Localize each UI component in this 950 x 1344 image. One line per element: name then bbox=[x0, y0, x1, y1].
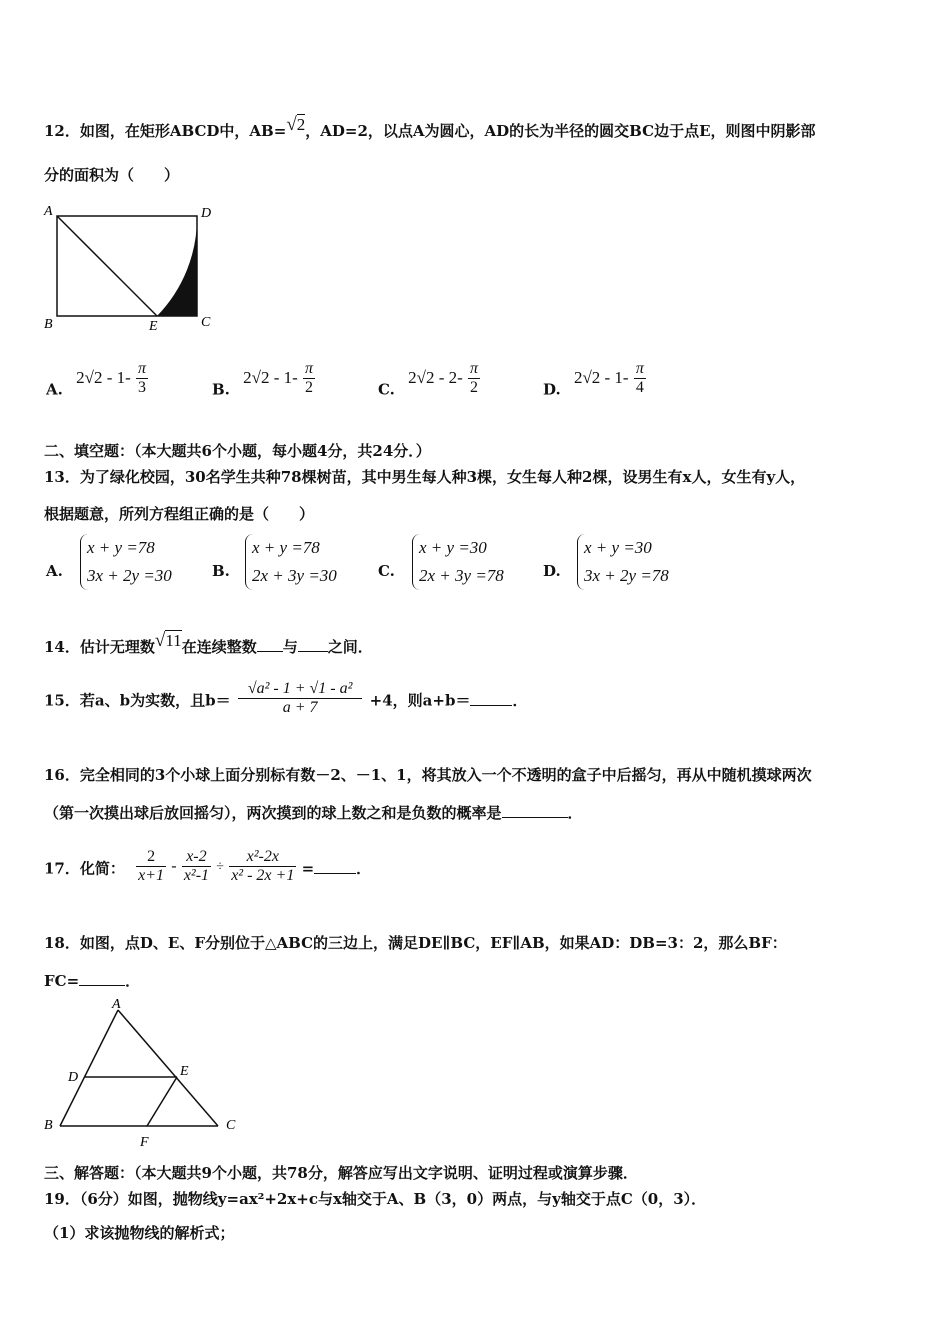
q13-line1: 13．为了绿化校园，30名学生共种78棵树苗，其中男生每人种3棵，女生每人种2棵，设男生有x人，女生有y人， bbox=[44, 468, 806, 486]
side-ab bbox=[60, 1010, 118, 1126]
q19-part1: （1）求该抛物线的解析式； bbox=[44, 1224, 235, 1242]
label-c: C bbox=[226, 1118, 236, 1133]
shaded-region bbox=[157, 216, 197, 316]
q17-line: 17．化简： $\frac{2}{x+1}$ - $\frac{x-2}{\text{x²-1}}$ ÷ $\frac{\text{x²-2x}}{\text{x² - 2x +1}}$ = ． bbox=[44, 848, 372, 884]
label-d: D bbox=[68, 1070, 79, 1085]
q18-line2: FC= ． bbox=[44, 972, 141, 990]
label-e: E bbox=[149, 319, 158, 334]
q12-option-b[interactable]: B. 2√2 - 1- $\frac{\pi}{2}$ bbox=[212, 360, 314, 399]
q18-figure bbox=[40, 996, 250, 1151]
q13-option-a[interactable]: A. bbox=[46, 562, 63, 580]
q12-line2: 分的面积为（ ） bbox=[44, 166, 180, 184]
q13-line2: 根据题意，所列方程组正确的是（ ） bbox=[44, 505, 315, 523]
q15-blank[interactable] bbox=[470, 691, 512, 706]
label-c: C bbox=[201, 315, 211, 330]
q16-line1: 16．完全相同的3个小球上面分别标有数－2、－1、1，将其放入一个不透明的盒子中后摇匀，再从中随机摸球两次 bbox=[44, 766, 812, 784]
segment-ae bbox=[57, 216, 157, 316]
q16-line2: （第一次摸出球后放回摇匀），两次摸到的球上数之和是负数的概率是 ． bbox=[44, 804, 583, 822]
segment-ef bbox=[147, 1077, 177, 1126]
q14-blank-1[interactable] bbox=[257, 637, 283, 652]
q13-option-b-system: x + y =78 2x + 3y =30 bbox=[245, 534, 337, 590]
q12-option-c[interactable]: C. 2√2 - 2- $\frac{\pi}{2}$ bbox=[378, 360, 479, 399]
q16-blank[interactable] bbox=[502, 803, 568, 818]
label-f: F bbox=[140, 1135, 149, 1150]
q13-option-d[interactable]: D. bbox=[543, 562, 561, 580]
label-e: E bbox=[180, 1064, 189, 1079]
side-ac bbox=[118, 1010, 218, 1126]
q13-option-b[interactable]: B. bbox=[212, 562, 230, 580]
q12-option-a[interactable]: A. 2√2 - 1- $\frac{\pi}{3}$ bbox=[46, 360, 147, 399]
q14-line: 14．估计无理数√11在连续整数 与 之间． bbox=[44, 630, 373, 656]
q12-figure bbox=[40, 202, 220, 334]
sqrt-radicand: 2 bbox=[296, 115, 306, 134]
label-a: A bbox=[112, 997, 121, 1012]
section-2-heading: 二、填空题：（本大题共6个小题，每小题4分，共24分．） bbox=[44, 442, 431, 460]
q13-option-c[interactable]: C. bbox=[378, 562, 395, 580]
q18-line1: 18．如图，点D、E、F分别位于△ABC的三边上，满足DE∥BC，EF∥AB，如果AD：DB=3：2，那么BF： bbox=[44, 934, 787, 952]
q13-option-a-system: x + y =78 3x + 2y =30 bbox=[80, 534, 172, 590]
q15-fraction: $\frac{\text{√a² - 1 + √1 - a²}}{a + 7}$ bbox=[238, 680, 363, 717]
q19-line1: 19．（6分）如图，抛物线y=ax²+2x+c与x轴交于A、B（3，0）两点，与y轴交于点C（0，3）． bbox=[44, 1190, 707, 1208]
q13-option-d-system: x + y =30 3x + 2y =78 bbox=[577, 534, 669, 590]
section-3-heading: 三、解答题：（本大题共9个小题，共78分，解答应写出文字说明、证明过程或演算步骤． bbox=[44, 1164, 638, 1182]
label-b: B bbox=[44, 1118, 53, 1133]
q12-option-d[interactable]: D. 2√2 - 1- $\frac{\pi}{4}$ bbox=[543, 360, 644, 399]
q15-line: 15．若a、b为实数，且b＝ $\frac{\text{√a² - 1 + √1 - a²}}{a + 7}$ +4，则a+b＝ ． bbox=[44, 680, 528, 716]
label-d: D bbox=[201, 206, 212, 221]
label-a: A bbox=[44, 204, 53, 219]
q14-blank-2[interactable] bbox=[298, 637, 328, 652]
q18-blank[interactable] bbox=[79, 971, 125, 986]
label-b: B bbox=[44, 317, 53, 332]
sqrt-symbol: √ bbox=[286, 114, 297, 135]
q17-blank[interactable] bbox=[314, 859, 356, 874]
q12-line1: 12．如图，在矩形ABCD中，AB=√2，AD=2，以点A为圆心，AD的长为半径的圆交BC边于点E，则图中阴影部 bbox=[44, 114, 816, 140]
q13-option-c-system: x + y =30 2x + 3y =78 bbox=[412, 534, 504, 590]
